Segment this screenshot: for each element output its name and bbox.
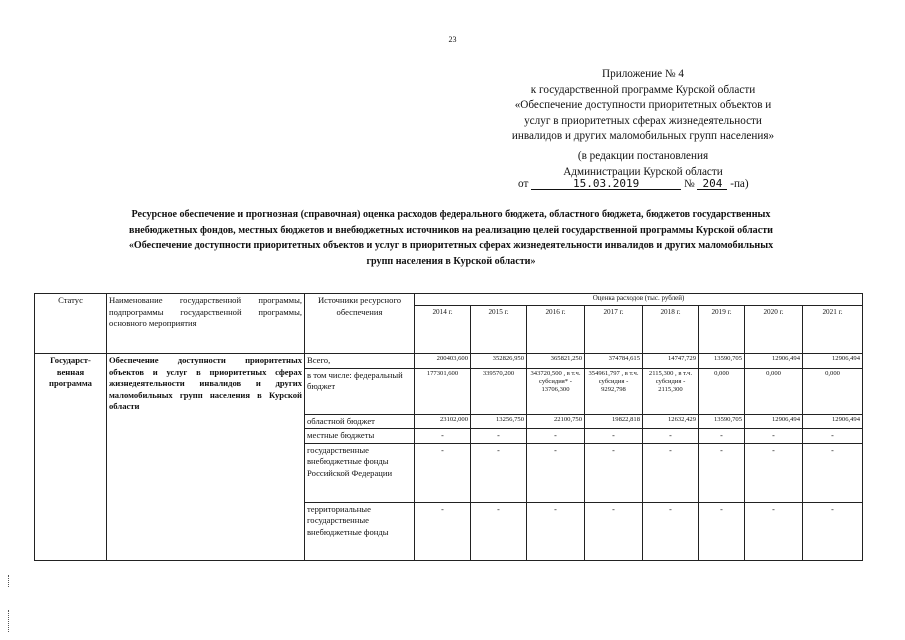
header-year: 2017 г. <box>585 306 643 354</box>
decree-number: 204 <box>697 178 727 190</box>
title-line: внебюджетных фондов, местных бюджетов и внебюджетных источников на реализацию целей государственной программы Курской области <box>129 224 773 236</box>
value-cell: 22100,750 <box>527 414 585 429</box>
value-cell: 0,000 <box>803 368 863 414</box>
appendix-line: «Обеспечение доступности приоритетных объектов и <box>514 99 772 112</box>
header-year: 2021 г. <box>803 306 863 354</box>
value-cell: - <box>803 429 863 444</box>
value-cell: 13256,750 <box>471 414 527 429</box>
header-status: Статус <box>35 294 107 354</box>
header-year: 2020 г. <box>745 306 803 354</box>
value-cell: 0,000 <box>745 368 803 414</box>
title-line: «Обеспечение доступности приоритетных объектов и услуг в приоритетных сферах жизнедеятельности инвалидов и других маломобильных <box>128 240 774 251</box>
appendix-line: услуг в приоритетных сферах жизнедеятельности <box>524 114 762 127</box>
value-cell: - <box>471 443 527 502</box>
source-regional: областной бюджет <box>305 414 415 429</box>
value-cell: - <box>585 502 643 560</box>
value-cell: - <box>803 443 863 502</box>
value-cell: 354961,797 , в т.ч. субсидия - 9292,798 <box>585 368 643 414</box>
value-cell: - <box>585 443 643 502</box>
value-cell: 365821,250 <box>527 354 585 369</box>
header-year: 2018 г. <box>643 306 699 354</box>
appendix-header <box>478 67 808 180</box>
value-cell: 19822,818 <box>585 414 643 429</box>
program-name-cell: Обеспечение доступности приоритетных объектов и услуг в приоритетных сферах жизнедеятельности инвалидов и других маломобильных групп населения в Курской области <box>107 354 305 561</box>
scan-margin-mark <box>8 610 10 632</box>
title-line: Ресурсное обеспечение и прогнозная (справочная) оценка расходов федерального бюджета, областного бюджета, бюджетов государственных <box>131 209 771 220</box>
source-total: Всего, <box>305 354 415 369</box>
value-cell: - <box>527 429 585 444</box>
header-name: Наименование государственной программы, подпрограммы государственной программы, основного мероприятия <box>107 294 305 354</box>
value-cell: 339570,200 <box>471 368 527 414</box>
value-cell: 12906,494 <box>745 354 803 369</box>
appendix-line: инвалидов и других маломобильных групп населения» <box>511 130 775 143</box>
value-cell: 12906,494 <box>803 414 863 429</box>
value-cell: 352826,950 <box>471 354 527 369</box>
source-state-funds: государственные внебюджетные фонды Российской Федерации <box>305 443 415 502</box>
value-cell: - <box>699 443 745 502</box>
number-label: № <box>683 178 695 190</box>
header-row <box>35 294 863 306</box>
value-cell: 0,000 <box>699 368 745 414</box>
value-cell: 2115,300 , в т.ч. субсидия - 2115,300 <box>643 368 699 414</box>
value-cell: - <box>643 443 699 502</box>
title-line: групп населения в Курской области» <box>366 255 536 267</box>
value-cell: 14747,729 <box>643 354 699 369</box>
budget-table <box>34 293 863 561</box>
value-cell: - <box>745 443 803 502</box>
status-cell: Государст-венная программа <box>35 354 107 561</box>
value-cell: - <box>471 502 527 560</box>
scan-margin-mark <box>8 575 10 587</box>
value-cell: 374784,615 <box>585 354 643 369</box>
value-cell: - <box>527 502 585 560</box>
value-cell: - <box>415 443 471 502</box>
value-cell: - <box>745 502 803 560</box>
header-year: 2014 г. <box>415 306 471 354</box>
appendix-title: Приложение № 4 <box>602 68 684 80</box>
value-cell: - <box>745 429 803 444</box>
edition-line: (в редакции постановления <box>577 149 709 162</box>
value-cell: 12906,494 <box>803 354 863 369</box>
value-cell: - <box>585 429 643 444</box>
value-cell: - <box>699 429 745 444</box>
header-year: 2016 г. <box>527 306 585 354</box>
value-cell: - <box>803 502 863 560</box>
decree-reference <box>518 178 749 190</box>
value-cell: - <box>415 502 471 560</box>
value-cell: 177301,600 <box>415 368 471 414</box>
value-cell: - <box>643 429 699 444</box>
document-title <box>34 207 868 269</box>
value-cell: 12632,429 <box>643 414 699 429</box>
edition-line: Администрации Курской области <box>563 165 723 178</box>
table-row <box>35 354 863 369</box>
source-federal: в том числе: федеральный бюджет <box>305 368 415 414</box>
value-cell: - <box>471 429 527 444</box>
value-cell: 12906,494 <box>745 414 803 429</box>
from-label: от <box>518 178 529 190</box>
value-cell: - <box>415 429 471 444</box>
value-cell: 13590,705 <box>699 354 745 369</box>
header-year: 2015 г. <box>471 306 527 354</box>
source-territorial-funds: территориальные государственные внебюджетные фонды <box>305 502 415 560</box>
decree-suffix: -па) <box>730 178 749 190</box>
header-year: 2019 г. <box>699 306 745 354</box>
decree-date: 15.03.2019 <box>531 178 681 190</box>
source-local: местные бюджеты <box>305 429 415 444</box>
header-source: Источники ресурсного обеспечения <box>305 294 415 354</box>
value-cell: 23102,000 <box>415 414 471 429</box>
value-cell: - <box>643 502 699 560</box>
value-cell: - <box>699 502 745 560</box>
header-estimate: Оценка расходов (тыс. рублей) <box>415 294 863 306</box>
page-number: 23 <box>448 35 457 44</box>
appendix-line: к государственной программе Курской области <box>530 83 756 96</box>
value-cell: 200403,600 <box>415 354 471 369</box>
value-cell: 13590,705 <box>699 414 745 429</box>
value-cell: 343720,500 , в т.ч. субсидия* - 13706,300 <box>527 368 585 414</box>
value-cell: - <box>527 443 585 502</box>
